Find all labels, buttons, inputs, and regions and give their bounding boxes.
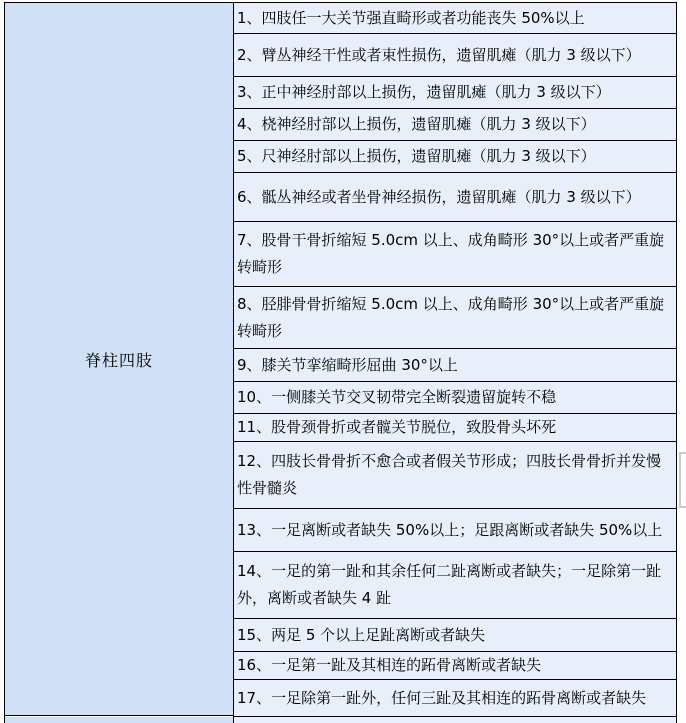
criteria-text: 10、一侧膝关节交叉韧带完全断裂遗留旋转不稳 bbox=[237, 388, 557, 406]
table-row bbox=[234, 3, 676, 34]
criteria-text: 15、两足 5 个以上足趾离断或者缺失 bbox=[237, 625, 486, 644]
next-category-cell-partial bbox=[5, 717, 233, 723]
table-row bbox=[234, 442, 676, 509]
criteria-text: 13、一足离断或者缺失 50%以上；足跟离断或者缺失 50%以上 bbox=[237, 520, 663, 539]
category-column bbox=[5, 3, 234, 723]
criteria-text: 16、一足第一趾及其相连的跖骨离断或者缺失 bbox=[237, 656, 542, 674]
category-cell bbox=[5, 3, 233, 716]
criteria-text: 17、一足除第一趾外，任何三趾及其相连的跖骨离断或者缺失 bbox=[237, 688, 647, 707]
criteria-text: 4、桡神经肘部以上损伤，遗留肌瘫（肌力 3 级以下） bbox=[237, 115, 596, 133]
criteria-text: 2、臂丛神经干性或者束性损伤，遗留肌瘫（肌力 3 级以下） bbox=[237, 45, 641, 64]
criteria-text: 1、四肢任一大关节强直畸形或者功能丧失 50%以上 bbox=[237, 8, 585, 27]
table-row bbox=[234, 141, 676, 173]
table-row bbox=[234, 173, 676, 222]
table-row bbox=[234, 382, 676, 414]
disability-grade-table bbox=[4, 2, 677, 723]
table-row bbox=[234, 34, 676, 77]
criteria-text: 8、胫腓骨骨折缩短 5.0cm 以上、成角畸形 30°以上或者严重旋转畸形 bbox=[237, 294, 665, 340]
criteria-text: 5、尺神经肘部以上损伤，遗留肌瘫（肌力 3 级以下） bbox=[237, 147, 596, 165]
table-row bbox=[234, 414, 676, 442]
table-row bbox=[234, 349, 676, 382]
criteria-text: 3、正中神经肘部以上损伤，遗留肌瘫（肌力 3 级以下） bbox=[237, 83, 611, 101]
criteria-text: 14、一足的第一趾和其余任何二趾离断或者缺失；一足除第一趾外，离断或者缺失 4 趾 bbox=[237, 562, 662, 607]
criteria-text: 11、股骨颈骨折或者髋关节脱位，致股骨头坏死 bbox=[237, 418, 557, 436]
table-row bbox=[234, 287, 676, 349]
table-row bbox=[234, 552, 676, 619]
table-row bbox=[234, 222, 676, 287]
right-edge-artifact bbox=[679, 452, 686, 508]
criteria-text: 6、骶丛神经或者坐骨神经损伤，遗留肌瘫（肌力 3 级以下） bbox=[237, 187, 641, 206]
table-row bbox=[234, 652, 676, 680]
criteria-text: 9、膝关节挛缩畸形屈曲 30°以上 bbox=[237, 355, 458, 374]
table-row bbox=[234, 77, 676, 109]
category-label: 脊柱四肢 bbox=[84, 350, 153, 370]
criteria-text: 7、股骨干骨折缩短 5.0cm 以上、成角畸形 30°以上或者严重旋转畸形 bbox=[237, 231, 665, 276]
criteria-column bbox=[234, 3, 676, 723]
table-row-partial bbox=[234, 717, 676, 723]
table-row bbox=[234, 680, 676, 717]
table-row bbox=[234, 619, 676, 652]
table-row bbox=[234, 509, 676, 552]
table-row bbox=[234, 109, 676, 141]
criteria-text: 12、四肢长骨骨折不愈合或者假关节形成；四肢长骨骨折并发慢性骨髓炎 bbox=[237, 452, 662, 497]
